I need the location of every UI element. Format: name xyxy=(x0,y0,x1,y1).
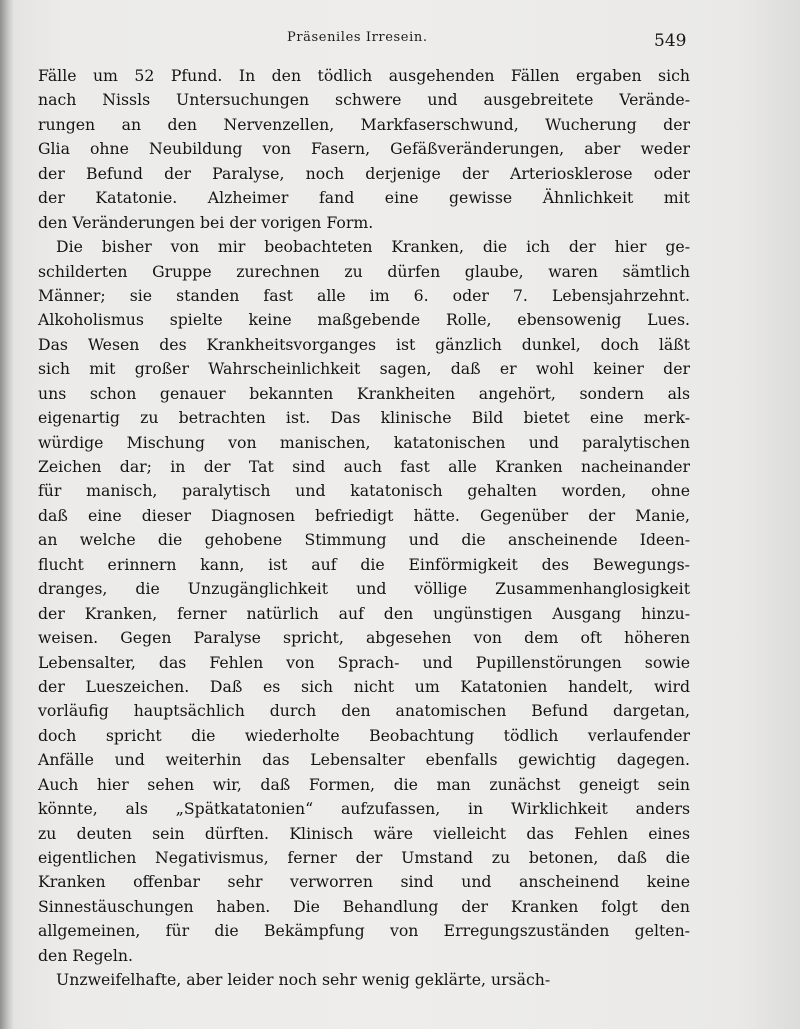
text-line: Die bisher von mir beobachteten Kranken, die ich der hier ge- xyxy=(56,237,690,257)
text-line: daß eine dieser Diagnosen befriedigt hätte. Gegenüber der Manie, xyxy=(38,505,690,525)
text-line: Kranken offenbar sehr verworren sind und anscheinend keine xyxy=(38,872,690,892)
text-line: würdige Mischung von manischen, katatonischen und paralytischen xyxy=(38,432,690,452)
text-line: nach Nissls Untersuchungen schwere und ausgebreitete Verände- xyxy=(38,90,690,110)
paragraph xyxy=(38,64,690,235)
text-line: rungen an den Nervenzellen, Markfaserschwund, Wucherung der xyxy=(38,114,690,134)
text-line: den Regeln. xyxy=(38,945,133,965)
text-line: sich mit großer Wahrscheinlichkeit sagen, daß er wohl keiner der xyxy=(38,359,690,379)
text-line: weisen. Gegen Paralyse spricht, abgesehen von dem oft höheren xyxy=(38,628,690,648)
running-head: Präseniles Irresein. xyxy=(287,30,428,45)
text-line: Auch hier sehen wir, daß Formen, die man zunächst geneigt sein xyxy=(38,774,690,794)
paragraph xyxy=(38,968,690,992)
text-line: Anfälle und weiterhin das Lebensalter ebenfalls gewichtig dagegen. xyxy=(38,750,690,770)
paragraph xyxy=(38,235,690,968)
text-line: Fälle um 52 Pfund. In den tödlich ausgehenden Fällen ergaben sich xyxy=(38,66,690,85)
text-line: der Katatonie. Alzheimer fand eine gewisse Ähnlichkeit mit xyxy=(38,188,690,208)
text-line: der Befund der Paralyse, noch derjenige der Arteriosklerose oder xyxy=(38,163,690,183)
text-line: eigentlichen Negativismus, ferner der Umstand zu betonen, daß die xyxy=(38,848,690,867)
text-line: für manisch, paralytisch und katatonisch gehalten worden, ohne xyxy=(38,481,690,501)
text-line: uns schon genauer bekannten Krankheiten angehört, sondern als xyxy=(38,383,690,403)
text-line: der Kranken, ferner natürlich auf den ungünstigen Ausgang hinzu- xyxy=(38,603,690,623)
text-line: flucht erinnern kann, ist auf die Einförmigkeit des Bewegungs- xyxy=(38,554,690,574)
text-line: zu deuten sein dürften. Klinisch wäre vielleicht das Fehlen eines xyxy=(38,823,690,843)
text-line: Sinnestäuschungen haben. Die Behandlung der Kranken folgt den xyxy=(38,896,690,916)
text-line: Alkoholismus spielte keine maßgebende Rolle, ebensowenig Lues. xyxy=(38,310,690,330)
body-text xyxy=(38,64,690,993)
text-line: Männer; sie standen fast alle im 6. oder 7. Lebensjahrzehnt. xyxy=(38,285,690,305)
binding-shadow xyxy=(0,0,14,1029)
text-line: Lebensalter, das Fehlen von Sprach- und Pupillenstörungen sowie xyxy=(38,652,690,672)
text-line: allgemeinen, für die Bekämpfung von Erregungszuständen gelten- xyxy=(38,921,690,941)
text-line: dranges, die Unzugänglichkeit und völlige Zusammenhanglosigkeit xyxy=(38,579,690,599)
text-line: an welche die gehobene Stimmung und die anscheinende Ideen- xyxy=(38,530,690,550)
text-line: Glia ohne Neubildung von Fasern, Gefäßveränderungen, aber weder xyxy=(38,139,690,159)
text-line: der Lueszeichen. Daß es sich nicht um Katatonien handelt, wird xyxy=(38,676,690,696)
text-line: eigenartig zu betrachten ist. Das klinische Bild bietet eine merk- xyxy=(38,408,690,428)
text-line: Unzweifelhafte, aber leider noch sehr wenig geklärte, ursäch- xyxy=(56,970,551,990)
page-number: 549 xyxy=(654,31,687,51)
text-line: vorläufig hauptsächlich durch den anatomischen Befund dargetan, xyxy=(38,701,690,721)
text-line: schilderten Gruppe zurechnen zu dürfen glaube, waren sämtlich xyxy=(38,261,690,281)
text-line: Das Wesen des Krankheitsvorganges ist gänzlich dunkel, doch läßt xyxy=(38,334,690,354)
text-line: könnte, als „Spätkatatonien“ aufzufassen, in Wirklichkeit anders xyxy=(38,799,690,819)
text-line: Zeichen dar; in der Tat sind auch fast alle Kranken nacheinander xyxy=(38,457,690,476)
text-line: doch spricht die wiederholte Beobachtung tödlich verlaufender xyxy=(38,725,690,745)
text-line: den Veränderungen bei der vorigen Form. xyxy=(38,212,374,232)
